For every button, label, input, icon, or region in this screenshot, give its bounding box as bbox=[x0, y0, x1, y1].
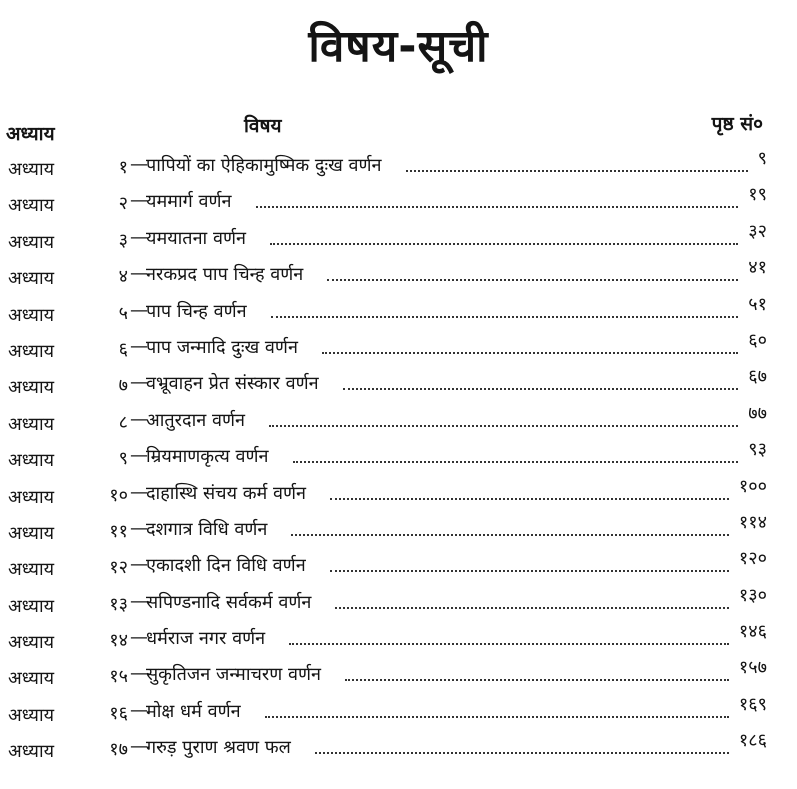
chapter-topic: वभ्रूवाहन प्रेत संस्कार वर्णन bbox=[146, 373, 319, 395]
chapter-topic: दशगात्र विधि वर्णन bbox=[146, 518, 268, 540]
dot-leader bbox=[327, 279, 738, 281]
dot-leader bbox=[406, 170, 748, 172]
dot-leader bbox=[343, 388, 738, 390]
chapter-number: ६ bbox=[118, 338, 128, 360]
page-number: ३२ bbox=[748, 220, 767, 242]
toc-entry bbox=[0, 659, 797, 695]
page-title: विषय-सूची bbox=[308, 21, 489, 72]
em-dash: — bbox=[130, 663, 148, 685]
chapter-word: अध्याय bbox=[8, 340, 55, 362]
subject-column-header: विषय bbox=[244, 115, 282, 137]
page-number: १२० bbox=[738, 548, 767, 570]
dot-leader bbox=[291, 534, 729, 536]
page-number: ९३ bbox=[748, 439, 767, 461]
toc-entry bbox=[0, 732, 797, 768]
em-dash: — bbox=[130, 408, 148, 430]
toc-header-row bbox=[0, 110, 797, 150]
page-number: १४६ bbox=[738, 621, 767, 643]
chapter-topic: आतुरदान वर्णन bbox=[146, 409, 245, 431]
chapter-number: ३ bbox=[118, 229, 128, 251]
chapter-word: अध्याय bbox=[8, 595, 55, 617]
em-dash: — bbox=[130, 226, 148, 248]
chapter-word: अध्याय bbox=[8, 450, 55, 472]
toc-entry bbox=[0, 186, 797, 222]
dot-leader bbox=[256, 206, 738, 208]
chapter-number: ४ bbox=[118, 266, 128, 288]
chapter-word: अध्याय bbox=[8, 413, 55, 435]
dot-leader bbox=[271, 316, 738, 318]
chapter-topic: नरकप्रद पाप चिन्ह वर्णन bbox=[146, 264, 304, 286]
chapter-word: अध्याय bbox=[8, 486, 55, 508]
page-number: १९ bbox=[748, 184, 767, 206]
dot-leader bbox=[322, 352, 738, 354]
page-number: १३० bbox=[738, 584, 767, 606]
chapter-topic: सुकृतिजन जन्माचरण वर्णन bbox=[146, 664, 322, 686]
chapter-number: १३ bbox=[109, 593, 128, 615]
dot-leader bbox=[293, 461, 738, 463]
toc-entry bbox=[0, 693, 797, 732]
chapter-number: ५ bbox=[118, 302, 128, 324]
toc-entry bbox=[0, 402, 797, 441]
chapter-number: १६ bbox=[109, 702, 128, 724]
toc-entry bbox=[0, 623, 797, 659]
chapter-number: १४ bbox=[109, 630, 128, 652]
em-dash: — bbox=[130, 736, 148, 758]
toc-entry bbox=[0, 511, 797, 550]
toc-entry bbox=[0, 441, 797, 477]
toc-entry bbox=[0, 150, 797, 186]
em-dash: — bbox=[130, 335, 148, 357]
page-number: १६९ bbox=[738, 693, 767, 715]
chapter-word: अध्याय bbox=[8, 741, 55, 763]
chapter-word: अध्याय bbox=[8, 522, 55, 544]
chapter-word: अध्याय bbox=[8, 668, 55, 690]
toc-entry bbox=[0, 475, 797, 514]
chapter-number: ९ bbox=[118, 448, 128, 470]
toc-entry bbox=[0, 329, 797, 368]
page-number: ६० bbox=[748, 329, 767, 351]
page-number: ६७ bbox=[748, 366, 767, 388]
toc-entry bbox=[0, 550, 797, 586]
chapter-word: अध्याय bbox=[8, 632, 55, 654]
dot-leader bbox=[345, 679, 729, 681]
dot-leader bbox=[289, 643, 729, 645]
chapter-topic: सपिण्डनादि सर्वकर्म वर्णन bbox=[146, 591, 312, 613]
em-dash: — bbox=[130, 263, 148, 285]
page-number: ११४ bbox=[738, 511, 767, 533]
chapter-number: १० bbox=[109, 484, 128, 506]
chapter-number: २ bbox=[118, 193, 128, 215]
chapter-number: १५ bbox=[109, 666, 128, 688]
chapter-number: १ bbox=[118, 157, 128, 178]
em-dash: — bbox=[130, 154, 148, 175]
chapter-number: ८ bbox=[118, 411, 128, 433]
page-number: ९ bbox=[757, 148, 767, 169]
chapter-topic: यमयातना वर्णन bbox=[146, 227, 246, 249]
dot-leader bbox=[265, 716, 729, 718]
em-dash: — bbox=[130, 554, 148, 576]
chapter-topic: गरुड़ पुराण श्रवण फल bbox=[146, 737, 291, 759]
chapter-column-header: अध्याय bbox=[6, 123, 55, 145]
chapter-number: १२ bbox=[109, 557, 128, 579]
page-number: १८६ bbox=[738, 730, 767, 752]
em-dash: — bbox=[130, 372, 148, 394]
toc-entry bbox=[0, 368, 797, 404]
chapter-topic: पाप चिन्ह वर्णन bbox=[146, 300, 247, 322]
chapter-number: ७ bbox=[118, 375, 128, 397]
page-number: १०० bbox=[738, 475, 767, 497]
chapter-topic: म्रियमाणकृत्य वर्णन bbox=[146, 446, 269, 468]
chapter-word: अध्याय bbox=[8, 304, 55, 326]
dot-leader bbox=[330, 498, 729, 500]
chapter-topic: धर्मराज नगर वर्णन bbox=[146, 628, 266, 650]
chapter-topic: पापियों का ऐहिकामुष्मिक दुःख वर्णन bbox=[146, 155, 382, 176]
page-number: ४१ bbox=[748, 257, 767, 279]
chapter-number: १७ bbox=[109, 739, 128, 761]
dot-leader bbox=[270, 243, 738, 245]
chapter-word: अध्याय bbox=[8, 704, 55, 726]
em-dash: — bbox=[130, 699, 148, 721]
toc-entry bbox=[0, 584, 797, 623]
chapter-word: अध्याय bbox=[8, 195, 55, 217]
toc-entry bbox=[0, 259, 797, 295]
em-dash: — bbox=[130, 299, 148, 321]
dot-leader bbox=[315, 752, 729, 754]
dot-leader bbox=[330, 570, 729, 572]
chapter-topic: दाहास्थि संचय कर्म वर्णन bbox=[146, 482, 307, 504]
em-dash: — bbox=[130, 445, 148, 467]
page-number: १५७ bbox=[738, 657, 767, 679]
em-dash: — bbox=[130, 190, 148, 212]
chapter-topic: मोक्ष धर्म वर्णन bbox=[146, 700, 241, 722]
page-number: ५१ bbox=[748, 293, 767, 315]
page-number: ७७ bbox=[748, 402, 767, 424]
page-number-column-header: पृष्ठ सं० bbox=[711, 113, 763, 135]
dot-leader bbox=[269, 425, 738, 427]
chapter-word: अध्याय bbox=[8, 159, 55, 180]
chapter-word: अध्याय bbox=[8, 231, 55, 253]
dot-leader bbox=[335, 607, 729, 609]
em-dash: — bbox=[130, 627, 148, 649]
chapter-topic: एकादशी दिन विधि वर्णन bbox=[146, 555, 306, 577]
chapter-word: अध्याय bbox=[8, 268, 55, 290]
toc-list bbox=[0, 150, 797, 769]
em-dash: — bbox=[130, 517, 148, 539]
chapter-word: अध्याय bbox=[8, 377, 55, 399]
chapter-topic: पाप जन्मादि दुःख वर्णन bbox=[146, 336, 298, 358]
chapter-number: ११ bbox=[109, 520, 128, 542]
toc-entry bbox=[0, 220, 797, 259]
chapter-topic: यममार्ग वर्णन bbox=[146, 191, 232, 213]
toc-entry bbox=[0, 293, 797, 332]
em-dash: — bbox=[130, 481, 148, 503]
chapter-word: अध्याय bbox=[8, 559, 55, 581]
em-dash: — bbox=[130, 590, 148, 612]
